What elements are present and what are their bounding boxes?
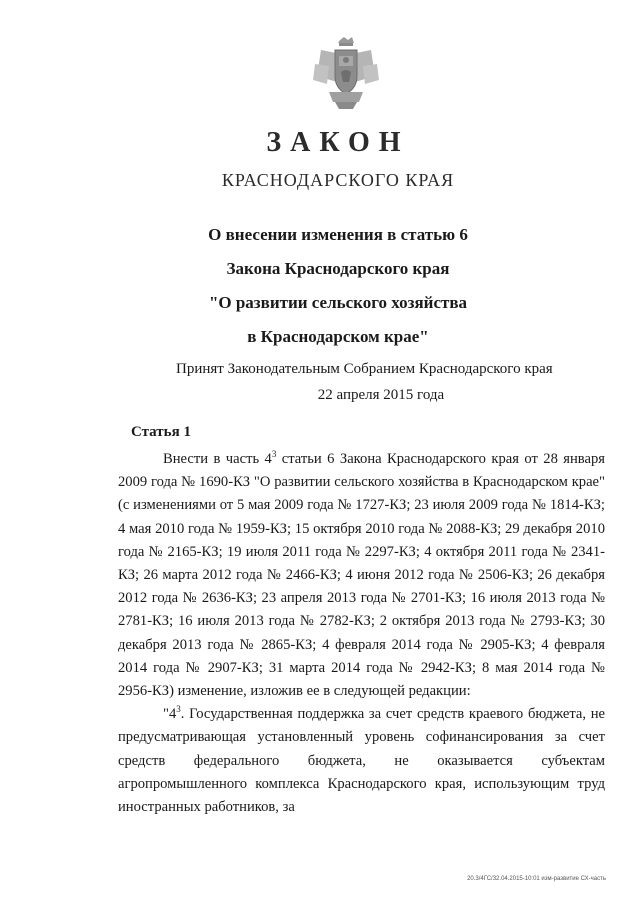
adoption-date: 22 апреля 2015 года (317, 387, 445, 403)
subject-line: в Краснодарском крае" (247, 327, 429, 346)
paragraph-start: Внести в часть 4 (163, 451, 272, 467)
paragraph-rest: . Государственная поддержка за счет средств краевого бюджета, не предусматривающая установленный уровень софинансирования за счет средств федерального бюджета, не оказывается субъектам агропромышленного комплекса Краснодарского края, использующим труд иностранных работников, за (118, 706, 605, 816)
law-subject (0, 218, 640, 354)
subject-line: Закона Краснодарского края (226, 259, 450, 278)
subject-line: О внесении изменения в статью 6 (208, 225, 468, 244)
superscript: 3 (271, 449, 277, 459)
superscript: 3 (176, 704, 181, 715)
article-heading: Статья 1 (131, 424, 191, 440)
article-body (118, 448, 605, 819)
paragraph (118, 703, 605, 819)
adoption-body: Принят Законодательным Собранием Краснодарского края (176, 361, 553, 377)
adoption-note (176, 356, 566, 408)
document-code: 20.3/4ГС/32.04.2015-10:01 изм-развитие СХ-часть (467, 876, 606, 882)
subject-line: "О развитии сельского хозяйства (208, 293, 468, 312)
paragraph-start: "4 (163, 706, 177, 723)
document-title: ЗАКОН (266, 127, 410, 158)
document-region: КРАСНОДАРСКОГО КРАЯ (221, 170, 455, 190)
paragraph-rest: статьи 6 Закона Краснодарского края от 28 января 2009 года № 1690-КЗ "О развитии сельского хозяйства в Краснодарском крае" (с изменениями от 5 мая 2009 года № 1727-КЗ; 23 июля 2009 года № 1814-КЗ; 4 мая 2010 года № 1959-КЗ; 15 октября 2010 года № 2088-КЗ; 29 декабря 2010 года № 2165-КЗ; 19 июля 2011 года № 2297-КЗ; 4 октября 2011 года № 2341-КЗ; 26 марта 2012 года № 2466-КЗ; 4 июня 2012 года № 2506-КЗ; 26 декабря 2012 года № 2636-КЗ; 23 апреля 2013 года № 2701-КЗ; 16 июля 2013 года № 2781-КЗ; 16 июля 2013 года № 2782-КЗ; 2 октября 2013 года № 2793-КЗ; 30 декабря 2013 года № 2865-КЗ; 4 февраля 2014 года № 2905-КЗ; 4 февраля 2014 года № 2907-КЗ; 31 марта 2014 года № 2942-КЗ; 8 мая 2014 года № 2956-КЗ) изменение, изложив ее в следующей редакции: (118, 451, 605, 700)
krasnodar-coat-of-arms-icon (311, 36, 381, 110)
paragraph (118, 448, 605, 703)
